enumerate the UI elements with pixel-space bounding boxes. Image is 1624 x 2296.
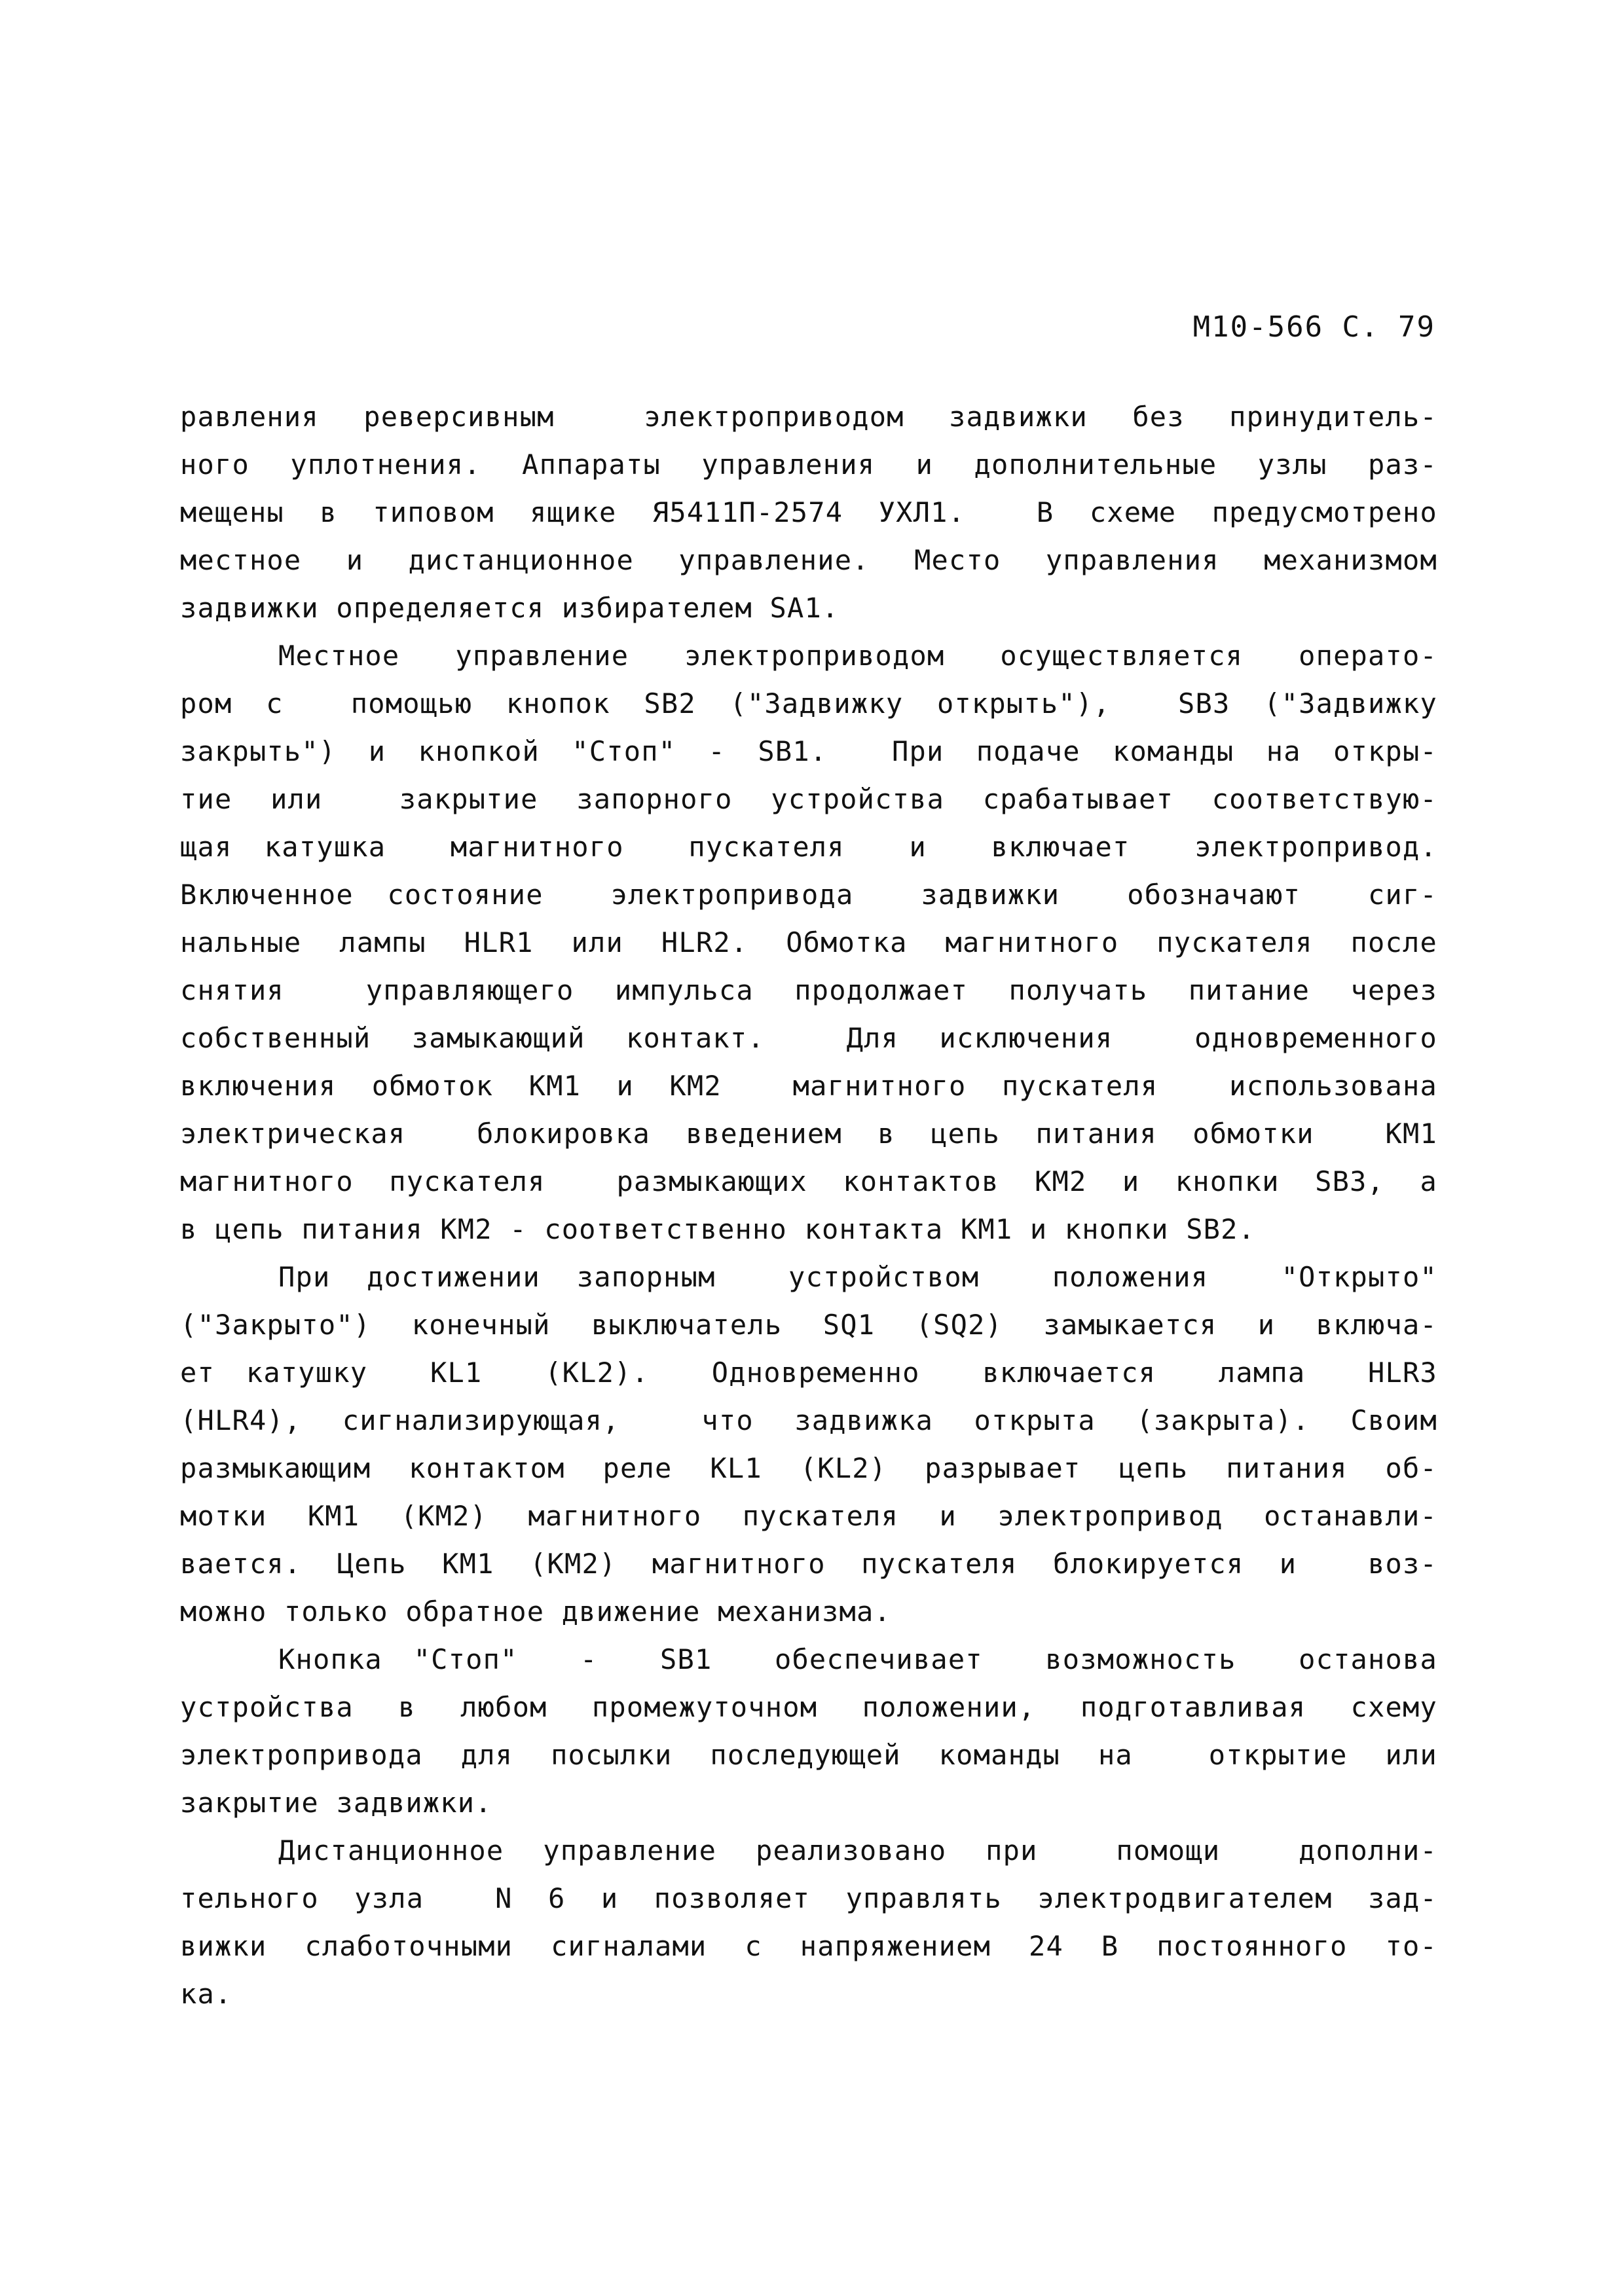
text-line: вижки слаботочными сигналами с напряжением 24 В постоянного то- xyxy=(180,1930,1437,1962)
text-line: (HLR4), сигнализирующая, что задвижка открыта (закрыта). Своим xyxy=(180,1404,1437,1436)
text-line: мотки КМ1 (КМ2) магнитного пускателя и электропривод останавли- xyxy=(180,1500,1437,1532)
page-reference: М10-566 С. 79 xyxy=(1192,310,1435,344)
text-line: закрытие задвижки. xyxy=(180,1787,492,1819)
text-line: устройства в любом промежуточном положении, подготавливая схему xyxy=(180,1691,1437,1723)
text-line: местное и дистанционное управление. Место управления механизмом xyxy=(180,544,1437,576)
text-line: щая катушка магнитного пускателя и включает электропривод. xyxy=(180,831,1437,863)
text-line: ного уплотнения. Аппараты управления и дополнительные узлы раз- xyxy=(180,448,1437,481)
text-line: в цепь питания КМ2 - соответственно контакта КМ1 и кнопки SB2. xyxy=(180,1213,1256,1245)
text-line: Дистанционное управление реализовано при помощи дополни- xyxy=(278,1834,1437,1867)
text-line: собственный замыкающий контакт. Для исключения одновременного xyxy=(180,1022,1437,1054)
text-line: размыкающим контактом реле KL1 (KL2) разрывает цепь питания об- xyxy=(180,1452,1437,1484)
text-line: Местное управление электроприводом осуществляется операто- xyxy=(278,640,1437,672)
text-line: тие или закрытие запорного устройства срабатывает соответствую- xyxy=(180,783,1437,815)
text-line: электрическая блокировка введением в цепь питания обмотки КМ1 xyxy=(180,1118,1437,1150)
text-line: магнитного пускателя размыкающих контактов КМ2 и кнопки SB3, а xyxy=(180,1165,1437,1197)
body-text xyxy=(180,393,1437,2018)
text-line: Кнопка "Стоп" - SB1 обеспечивает возможность останова xyxy=(278,1643,1437,1675)
text-line: тельного узла N 6 и позволяет управлять электродвигателем зад- xyxy=(180,1882,1437,1914)
text-line: равления реверсивным электроприводом задвижки без принудитель- xyxy=(180,401,1437,433)
text-line: Включенное состояние электропривода задвижки обозначают сиг- xyxy=(180,879,1437,911)
text-line: снятия управляющего импульса продолжает получать питание через xyxy=(180,974,1437,1006)
text-line: задвижки определяется избирателем SA1. xyxy=(180,592,840,624)
text-line: При достижении запорным устройством положения "Открыто" xyxy=(278,1261,1437,1293)
text-line: ка. xyxy=(180,1978,232,2010)
text-line: ет катушку KL1 (KL2). Одновременно включается лампа HLR3 xyxy=(180,1357,1437,1389)
text-line: включения обмоток КМ1 и КМ2 магнитного пускателя использована xyxy=(180,1070,1437,1102)
text-line: ("Закрыто") конечный выключатель SQ1 (SQ2) замыкается и включа- xyxy=(180,1309,1437,1341)
text-line: мещены в типовом ящике Я5411П-2574 УХЛ1. В схеме предусмотрено xyxy=(180,496,1437,528)
text-line: нальные лампы HLR1 или HLR2. Обмотка магнитного пускателя после xyxy=(180,926,1437,958)
text-line: ром с помощью кнопок SB2 ("Задвижку открыть"), SB3 ("Задвижку xyxy=(180,687,1437,720)
text-line: можно только обратное движение механизма. xyxy=(180,1595,891,1628)
text-line: электропривода для посылки последующей команды на открытие или xyxy=(180,1739,1437,1771)
text-line: закрыть") и кнопкой "Стоп" - SB1. При подаче команды на откры- xyxy=(180,735,1437,767)
text-line: вается. Цепь КМ1 (КМ2) магнитного пускателя блокируется и воз- xyxy=(180,1548,1437,1580)
